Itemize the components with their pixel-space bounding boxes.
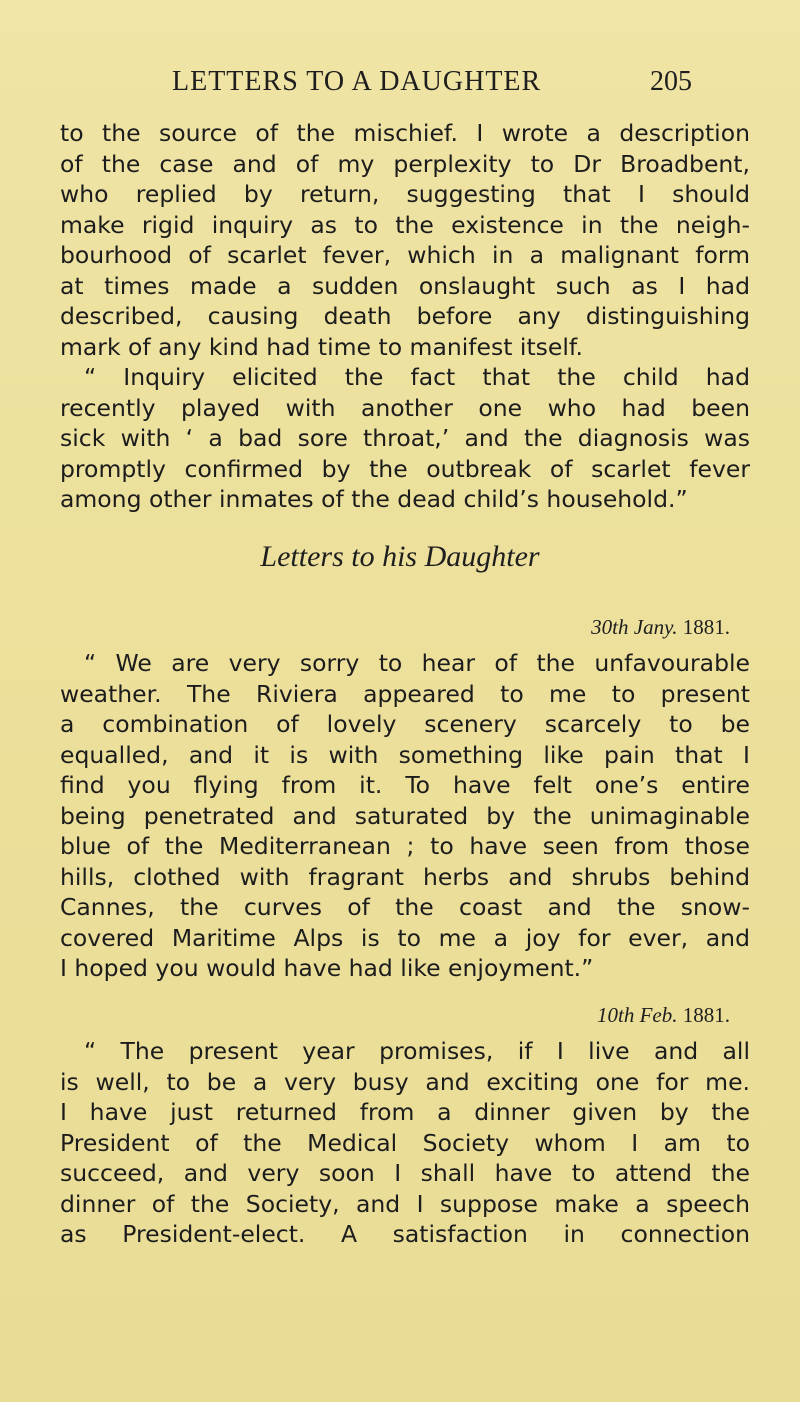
text-line: blue of the Mediterranean ; to have seen from those bbox=[60, 832, 750, 860]
letter-date bbox=[597, 1003, 730, 1028]
text-line: covered Maritime Alps is to me a joy for ever, and bbox=[60, 923, 750, 952]
text-line: is well, to be a very busy and exciting one for me. bbox=[60, 1067, 750, 1096]
text-line: dinner of the Society, and I suppose make a speech bbox=[60, 1189, 750, 1218]
text-line: President of the Medical Society whom I am to bbox=[60, 1128, 750, 1157]
text-line: equalled, and it is with something like pain that I bbox=[60, 740, 750, 769]
text-line: promptly confirmed by the outbreak of scarlet fever bbox=[60, 454, 750, 483]
text-line: “ We are very sorry to hear of the unfavourable bbox=[84, 649, 750, 677]
letter-body bbox=[60, 1036, 750, 1250]
opening-paragraphs bbox=[60, 118, 750, 515]
letter-date-year: 1881. bbox=[682, 615, 730, 639]
letter-date-day: 10th Feb. bbox=[597, 1003, 678, 1027]
text-line: I hoped you would have had like enjoyment.” bbox=[60, 954, 594, 982]
text-line: at times made a sudden onslaught such as I had bbox=[60, 271, 750, 300]
text-line: hills, clothed with fragrant herbs and shrubs behind bbox=[60, 862, 750, 891]
text-line: who replied by return, suggesting that I should bbox=[60, 180, 750, 208]
letter-date-day: 30th Jany. bbox=[591, 615, 678, 639]
text-line: I have just returned from a dinner given by the bbox=[60, 1098, 750, 1126]
text-line: sick with ‘ a bad sore throat,’ and the diagnosis was bbox=[60, 424, 750, 452]
text-line: bourhood of scarlet fever, which in a malignant form bbox=[60, 241, 750, 269]
text-line: being penetrated and saturated by the unimaginable bbox=[60, 801, 750, 830]
running-head: LETTERS TO A DAUGHTER bbox=[172, 66, 542, 97]
letter-body bbox=[60, 648, 750, 984]
text-line: recently played with another one who had been bbox=[60, 393, 750, 422]
text-line: a combination of lovely scenery scarcely to be bbox=[60, 710, 750, 738]
text-line: find you flying from it. To have felt one’s entire bbox=[60, 771, 750, 799]
text-line: among other inmates of the dead child’s household.” bbox=[60, 485, 688, 513]
letter-date bbox=[591, 615, 730, 640]
text-line: succeed, and very soon I shall have to attend the bbox=[60, 1159, 750, 1187]
section-title: Letters to his Daughter bbox=[260, 540, 540, 573]
text-line: of the case and of my perplexity to Dr Broadbent, bbox=[60, 149, 750, 178]
text-line: “ Inquiry elicited the fact that the child had bbox=[84, 363, 750, 391]
text-line: mark of any kind had time to manifest itself. bbox=[60, 332, 583, 361]
text-line: weather. The Riviera appeared to me to present bbox=[60, 679, 750, 708]
letter-date-year: 1881. bbox=[682, 1003, 730, 1027]
text-line: as President-elect. A satisfaction in connection bbox=[60, 1220, 750, 1248]
text-line: described, causing death before any distinguishing bbox=[60, 302, 750, 330]
page-header bbox=[172, 66, 692, 106]
text-line: “ The present year promises, if I live and all bbox=[84, 1037, 750, 1065]
text-line: make rigid inquiry as to the existence in the neigh- bbox=[60, 210, 750, 239]
text-line: Cannes, the curves of the coast and the snow- bbox=[60, 893, 750, 921]
text-line: to the source of the mischief. I wrote a description bbox=[60, 119, 750, 147]
page-number: 205 bbox=[650, 66, 692, 97]
